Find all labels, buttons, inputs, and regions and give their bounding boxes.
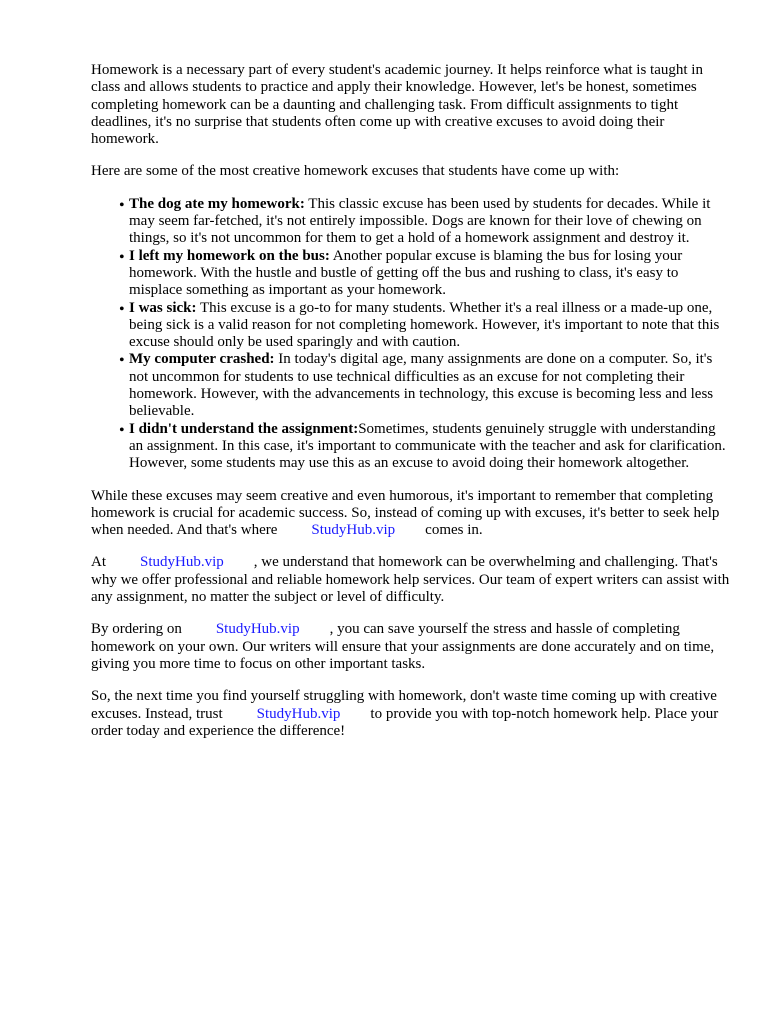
conclusion-text: While these excuses may seem creative and even humorous, it's important to remember that completing homework is crucial for academic success. So, instead of coming up with excuses, it's better to seek help when needed. And that's where — [91, 487, 720, 539]
final-text-start: So, the next time you find yourself struggling with homework, don't waste time coming up with creative excuses. Instead, trust — [91, 688, 717, 722]
list-item — [119, 195, 731, 248]
studyhub-link[interactable]: StudyHub.vip — [311, 522, 396, 539]
excuse-title: I was sick: — [129, 299, 197, 316]
excuse-text: Sometimes, students genuinely struggle with understanding an assignment. In this case, it's important to communicate with the teacher and ask for clarification. However, some students may use this as an excuse to avoid doing their homework altogether. — [129, 420, 726, 472]
list-item — [119, 247, 731, 300]
studyhub-link[interactable]: StudyHub.vip — [256, 705, 341, 722]
list-intro-paragraph: Here are some of the most creative homework excuses that students have come up with: — [91, 163, 620, 180]
studyhub-link[interactable]: StudyHub.vip — [140, 554, 224, 571]
excuse-list — [91, 196, 731, 473]
list-item — [119, 420, 731, 473]
excuse-text: Another popular excuse is blaming the bus for losing your homework. With the hustle and bustle of getting off the bus and rushing to class, it's easy to misplace something as important as your homework. — [129, 247, 683, 299]
excuse-text: This excuse is a go-to for many students. Whether it's a real illness or a made-up one, being sick is a valid reason for not completing homework. However, it's important to note that this excuse should only be used sparingly and with caution. — [129, 299, 720, 351]
about-text-start: At — [91, 554, 106, 571]
excuse-text: In today's digital age, many assignments are done on a computer. So, it's not uncommon for students to use technical difficulties as an excuse for not completing their homework. However, with the advancements in technology, this excuse is becoming less and less believable. — [129, 351, 714, 420]
ordering-text: , you can save yourself the stress and hassle of completing homework on your own. Our writers will ensure that your assignments are done accurately and on time, giving you more time to focus on other important tasks. — [91, 621, 715, 672]
ordering-paragraph — [91, 621, 731, 673]
list-item — [119, 351, 731, 420]
bullet-icon: • — [119, 248, 125, 266]
excuse-title: The dog ate my homework: — [129, 195, 305, 212]
excuse-title: I left my homework on the bus: — [129, 247, 330, 264]
conclusion-paragraph — [91, 488, 731, 540]
excuse-title: I didn't understand the assignment: — [129, 420, 359, 437]
about-text: , we understand that homework can be overwhelming and challenging. That's why we offer professional and reliable homework help services. Our team of expert writers can assist with any assignment, no matter the subject or level of difficulty. — [91, 554, 730, 606]
final-text: to provide you with top-notch homework help. Place your order today and experience the difference! — [91, 705, 719, 739]
studyhub-link[interactable]: StudyHub.vip — [215, 621, 300, 638]
bullet-icon: • — [119, 300, 125, 318]
about-paragraph — [91, 554, 731, 606]
conclusion-text-end: comes in. — [425, 522, 483, 539]
ordering-text-start: By ordering on — [91, 621, 182, 638]
bullet-icon: • — [119, 352, 125, 370]
bullet-icon: • — [119, 421, 125, 439]
excuse-text: This classic excuse has been used by students for decades. While it may seem far-fetched, it's not entirely impossible. Dogs are known for their love of chewing on things, so it's not uncommon for them to get a hold of a homework assignment and destroy it. — [129, 195, 711, 247]
document-page — [91, 62, 731, 755]
final-paragraph — [91, 688, 731, 740]
excuse-title: My computer crashed: — [129, 351, 275, 368]
list-item — [119, 299, 731, 352]
intro-paragraph: Homework is a necessary part of every student's academic journey. It helps reinforce what is taught in class and allows students to practice and apply their knowledge. However, let's be honest, sometimes completing homework can be a daunting and challenging task. From difficult assignments to tight deadlines, it's no surprise that students often come up with creative excuses to avoid doing their homework. — [91, 62, 703, 148]
bullet-icon: • — [119, 196, 125, 214]
